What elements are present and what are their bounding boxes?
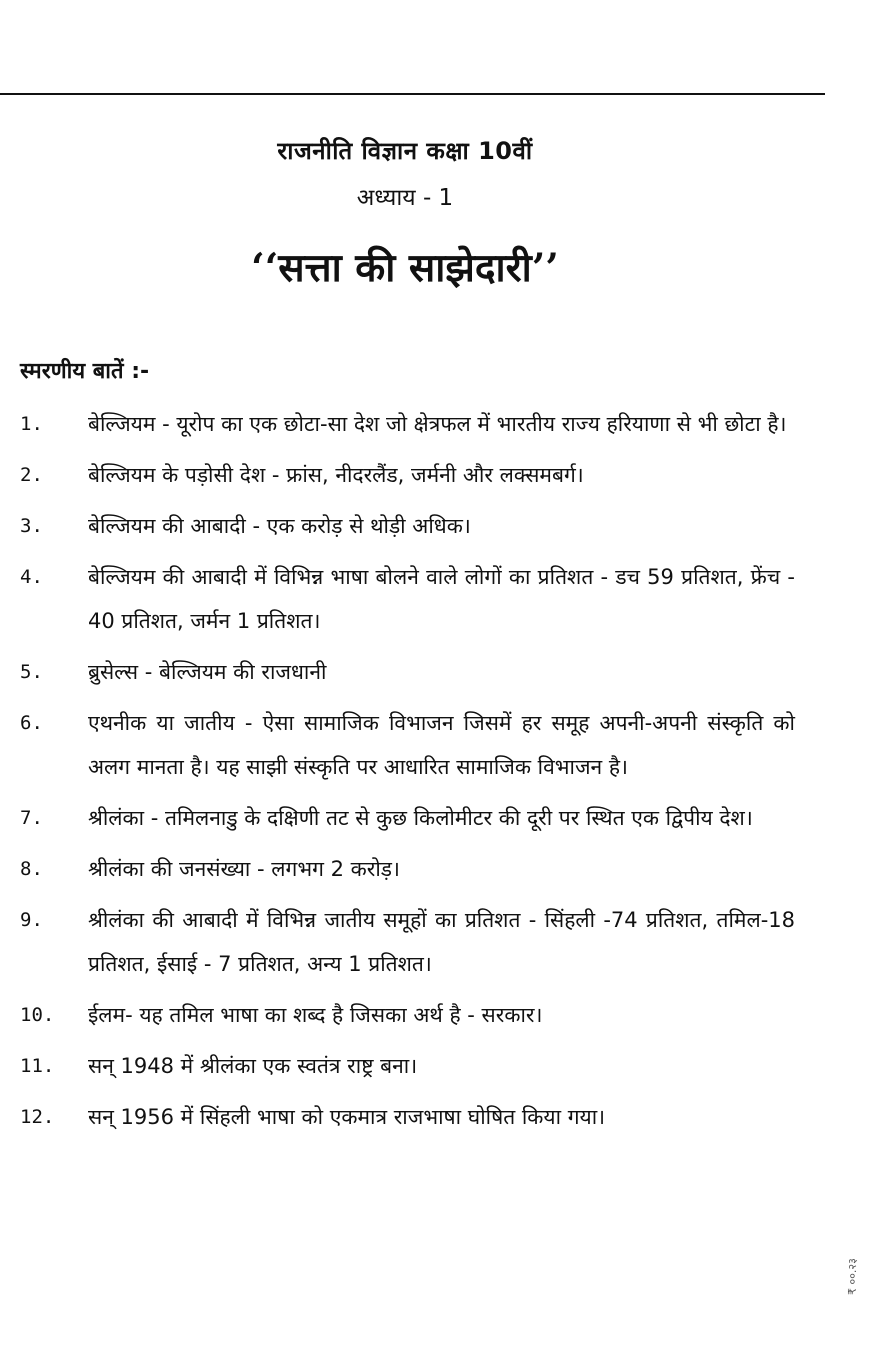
item-text: बेल्जियम - यूरोप का एक छोटा-सा देश जो क्षेत्रफल में भारतीय राज्य हरियाणा से भी छोटा है। xyxy=(88,412,787,436)
list-item xyxy=(20,1044,795,1088)
list-item xyxy=(20,993,795,1037)
list-item xyxy=(20,555,795,643)
item-number: 4. xyxy=(20,566,43,588)
chapter-heading: अध्याय - 1 xyxy=(356,185,454,211)
item-number: 9. xyxy=(20,909,43,931)
list-item xyxy=(20,650,795,694)
margin-price-note: ₹ ००.२३ xyxy=(846,1258,859,1295)
item-number: 2. xyxy=(20,464,43,486)
item-text: बेल्जियम के पड़ोसी देश - फ्रांस, नीदरलैंड, जर्मनी और लक्समबर्ग। xyxy=(88,463,584,487)
list-item xyxy=(20,796,795,840)
item-text: श्रीलंका की आबादी में विभिन्न जातीय समूहों का प्रतिशत - सिंहली -74 प्रतिशत, तमिल-18 प्रतिशत, ईसाई - 7 प्रतिशत, अन्य 1 प्रतिशत। xyxy=(88,908,795,976)
item-text: ब्रुसेल्स - बेल्जियम की राजधानी xyxy=(88,660,327,684)
item-number: 10. xyxy=(20,1004,55,1026)
item-number: 8. xyxy=(20,858,43,880)
item-number: 3. xyxy=(20,515,43,537)
list-item xyxy=(20,847,795,891)
item-number: 12. xyxy=(20,1106,55,1128)
item-text: सन् 1956 में सिंहली भाषा को एकमात्र राजभाषा घोषित किया गया। xyxy=(88,1105,606,1129)
list-item xyxy=(20,1095,795,1139)
item-text: श्रीलंका की जनसंख्या - लगभग 2 करोड़। xyxy=(88,857,401,881)
list-item xyxy=(20,701,795,789)
key-points-list xyxy=(20,402,795,1146)
list-item xyxy=(20,453,795,497)
item-text: बेल्जियम की आबादी में विभिन्न भाषा बोलने वाले लोगों का प्रतिशत - डच 59 प्रतिशत, फ्रेंच - 40 प्रतिशत, जर्मन 1 प्रतिशत। xyxy=(88,565,795,633)
item-text: बेल्जियम की आबादी - एक करोड़ से थोड़ी अधिक। xyxy=(88,514,471,538)
item-number: 1. xyxy=(20,413,43,435)
list-item xyxy=(20,402,795,446)
item-text: श्रीलंका - तमिलनाडु के दक्षिणी तट से कुछ किलोमीटर की दूरी पर स्थित एक द्विपीय देश। xyxy=(88,806,753,830)
item-text: सन् 1948 में श्रीलंका एक स्वतंत्र राष्ट्र बना। xyxy=(88,1054,418,1078)
item-number: 11. xyxy=(20,1055,55,1077)
item-text: एथनीक या जातीय - ऐसा सामाजिक विभाजन जिसमें हर समूह अपनी-अपनी संस्कृति को अलग मानता है। यह साझी संस्कृति पर आधारित सामाजिक विभाजन है। xyxy=(88,711,795,779)
subject-heading: राजनीति विज्ञान कक्षा 10वीं xyxy=(277,137,533,165)
section-heading: स्मरणीय बातें :- xyxy=(20,359,150,384)
top-divider xyxy=(0,93,825,95)
list-item xyxy=(20,898,795,986)
page-title: ‘‘सत्ता की साझेदारी’’ xyxy=(251,245,559,291)
item-number: 7. xyxy=(20,807,43,829)
item-number: 6. xyxy=(20,712,43,734)
item-number: 5. xyxy=(20,661,43,683)
list-item xyxy=(20,504,795,548)
item-text: ईलम- यह तमिल भाषा का शब्द है जिसका अर्थ है - सरकार। xyxy=(88,1003,543,1027)
